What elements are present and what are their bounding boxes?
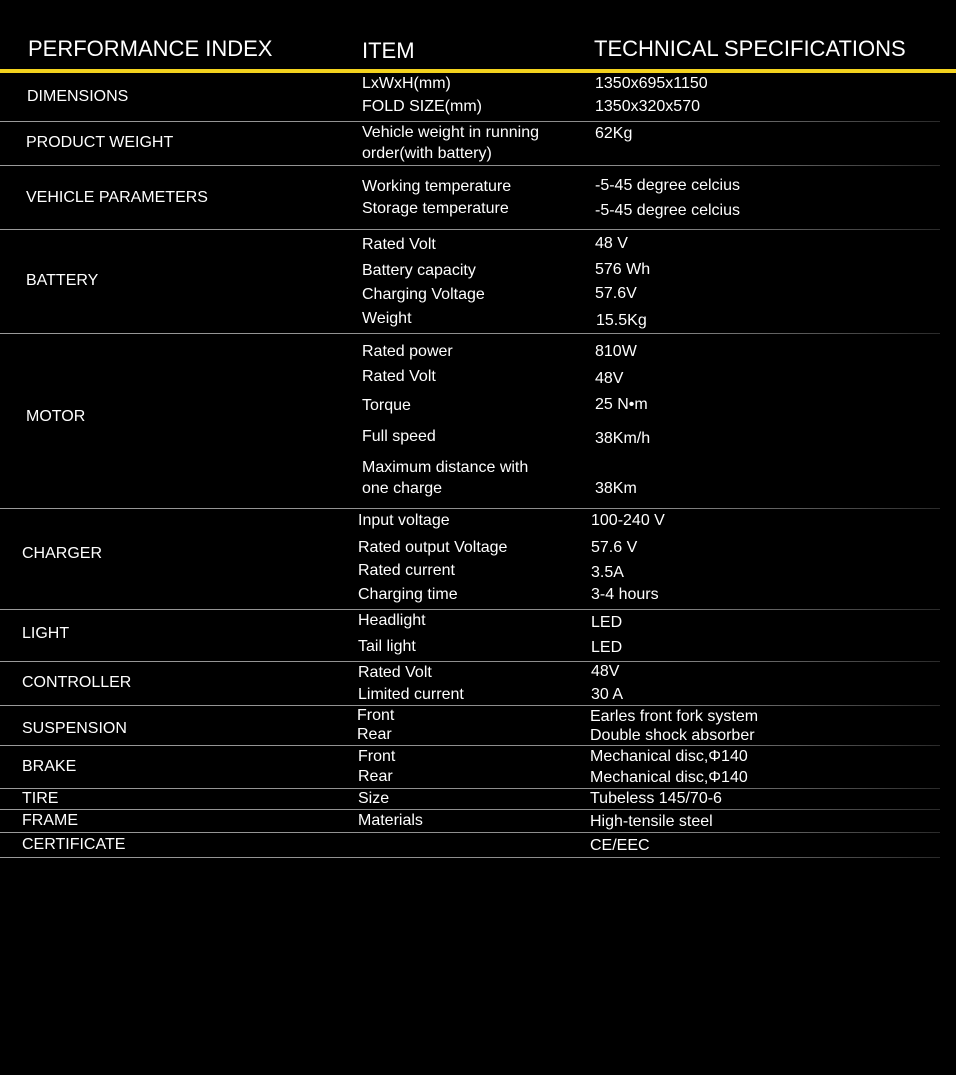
spec-value: 810W	[595, 343, 637, 360]
header-technical-specifications: TECHNICAL SPECIFICATIONS	[594, 36, 906, 61]
spec-category: MOTOR	[26, 408, 86, 425]
spec-value: 3.5A	[591, 564, 624, 581]
spec-value: 3-4 hours	[591, 586, 659, 603]
spec-item: Torque	[362, 397, 411, 414]
spec-value: -5-45 degree celcius	[595, 177, 740, 194]
spec-value: LED	[591, 614, 623, 631]
spec-value: Double shock absorber	[590, 727, 755, 744]
spec-value: 1350x695x1150	[595, 75, 708, 92]
spec-item: FOLD SIZE(mm)	[362, 98, 482, 115]
spec-item: Charging time	[358, 586, 458, 603]
row-divider	[0, 609, 940, 610]
spec-item: Rated current	[358, 562, 455, 579]
spec-value: LED	[591, 639, 623, 656]
spec-item: Working temperature	[362, 178, 512, 195]
spec-item: Rear	[358, 768, 393, 785]
spec-category: CONTROLLER	[22, 674, 132, 691]
row-divider	[0, 121, 940, 122]
spec-item: Full speed	[362, 428, 436, 445]
spec-item: Rated Volt	[362, 368, 436, 385]
spec-value: 576 Wh	[595, 261, 651, 278]
spec-value: 38Km/h	[595, 430, 651, 447]
spec-item: Storage temperature	[362, 200, 509, 217]
spec-item: Materials	[358, 812, 423, 829]
spec-value: 57.6 V	[591, 539, 638, 556]
spec-category: TIRE	[22, 790, 59, 807]
spec-item: Headlight	[358, 612, 426, 629]
spec-category: BATTERY	[26, 272, 99, 289]
row-divider	[0, 745, 940, 746]
spec-category: BRAKE	[22, 758, 77, 775]
spec-item: Rated Volt	[358, 664, 432, 681]
spec-value: 38Km	[595, 480, 637, 497]
row-divider	[0, 229, 940, 230]
spec-item: Front	[357, 707, 395, 724]
spec-item: Rated power	[362, 343, 453, 360]
spec-item: LxWxH(mm)	[362, 75, 451, 92]
spec-value: 30 A	[591, 686, 624, 703]
header-item: ITEM	[362, 38, 415, 63]
spec-category: CERTIFICATE	[22, 836, 126, 853]
spec-value: Earles front fork system	[590, 708, 759, 725]
spec-value: 57.6V	[595, 285, 637, 302]
spec-item: Weight	[362, 310, 412, 327]
spec-item: Rated Volt	[362, 236, 436, 253]
spec-item: Rated output Voltage	[358, 539, 508, 556]
spec-value: -5-45 degree celcius	[595, 202, 740, 219]
spec-category: FRAME	[22, 812, 78, 829]
spec-value: 48V	[591, 663, 620, 680]
spec-item: order(with battery)	[362, 145, 492, 162]
spec-category: DIMENSIONS	[27, 88, 129, 105]
row-divider	[0, 165, 940, 166]
spec-category: SUSPENSION	[22, 720, 127, 737]
spec-item: Battery capacity	[362, 262, 476, 279]
spec-category: PRODUCT WEIGHT	[26, 134, 174, 151]
spec-item: Maximum distance with	[362, 459, 529, 476]
spec-value: Mechanical disc,Φ140	[590, 769, 748, 786]
spec-value: Mechanical disc,Φ140	[590, 748, 748, 765]
row-divider	[0, 788, 940, 789]
spec-value: 100-240 V	[591, 512, 665, 529]
spec-category: LIGHT	[22, 625, 70, 642]
header-accent-bar	[0, 69, 956, 73]
row-divider	[0, 705, 940, 706]
spec-value: CE/EEC	[590, 837, 650, 854]
header-performance-index: PERFORMANCE INDEX	[28, 36, 273, 61]
row-divider	[0, 809, 940, 810]
spec-value: 48 V	[595, 235, 628, 252]
row-divider	[0, 661, 940, 662]
spec-item: Tail light	[358, 638, 416, 655]
spec-item: Size	[358, 790, 390, 807]
spec-category: CHARGER	[22, 545, 103, 562]
spec-value: 1350x320x570	[595, 98, 700, 115]
spec-item: Charging Voltage	[362, 286, 485, 303]
row-divider	[0, 508, 940, 509]
spec-item: Rear	[357, 726, 392, 743]
spec-value: 15.5Kg	[596, 312, 647, 329]
spec-item: Limited current	[358, 686, 464, 703]
spec-item: Front	[358, 748, 396, 765]
spec-category: VEHICLE PARAMETERS	[26, 189, 208, 206]
row-divider	[0, 857, 940, 858]
spec-value: 48V	[595, 370, 624, 387]
row-divider	[0, 333, 940, 334]
spec-value: 62Kg	[595, 125, 633, 142]
spec-value: 25 N•m	[595, 396, 648, 413]
spec-value: Tubeless 145/70-6	[590, 790, 722, 807]
spec-item: Input voltage	[358, 512, 450, 529]
spec-item: one charge	[362, 480, 443, 497]
row-divider	[0, 832, 940, 833]
spec-item: Vehicle weight in running	[362, 124, 540, 141]
spec-value: High-tensile steel	[590, 813, 713, 830]
